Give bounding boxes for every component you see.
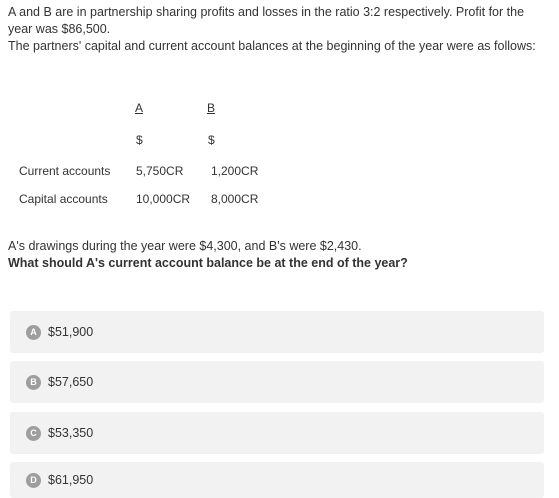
option-letter-badge: B bbox=[26, 375, 41, 390]
drawings-text: A's drawings during the year were $4,300, and B's were $2,430. bbox=[8, 239, 362, 253]
row-value-a: 10,000CR bbox=[136, 192, 191, 206]
row-value-b: 1,200CR bbox=[211, 164, 259, 178]
row-label: Capital accounts bbox=[19, 192, 108, 206]
answer-option-b[interactable] bbox=[10, 361, 544, 403]
answer-option-c[interactable] bbox=[10, 412, 544, 454]
answer-option-d[interactable] bbox=[10, 462, 544, 498]
option-letter-badge: A bbox=[26, 325, 41, 340]
unit-b: $ bbox=[208, 133, 215, 147]
row-value-b: 8,000CR bbox=[211, 192, 259, 206]
answer-option-a[interactable] bbox=[10, 311, 544, 353]
intro-line-2: The partners' capital and current account balances at the beginning of the year were as follows: bbox=[8, 39, 536, 53]
option-text: $61,950 bbox=[48, 473, 94, 487]
option-text: $57,650 bbox=[48, 375, 94, 389]
question-prompt: What should A's current account balance be at the end of the year? bbox=[8, 256, 408, 270]
row-label: Current accounts bbox=[19, 164, 111, 178]
row-value-a: 5,750CR bbox=[136, 164, 184, 178]
question-intro bbox=[8, 4, 548, 55]
intro-line-1: A and B are in partnership sharing profits and losses in the ratio 3:2 respectively. Profit for the year was $86,500. bbox=[8, 5, 525, 36]
option-letter-badge: C bbox=[26, 426, 41, 441]
option-text: $51,900 bbox=[48, 325, 94, 339]
unit-a: $ bbox=[136, 133, 143, 147]
header-b: B bbox=[207, 101, 216, 115]
option-text: $53,350 bbox=[48, 426, 94, 440]
option-letter-badge: D bbox=[26, 473, 41, 488]
question-body bbox=[8, 238, 548, 272]
header-a: A bbox=[135, 101, 144, 115]
